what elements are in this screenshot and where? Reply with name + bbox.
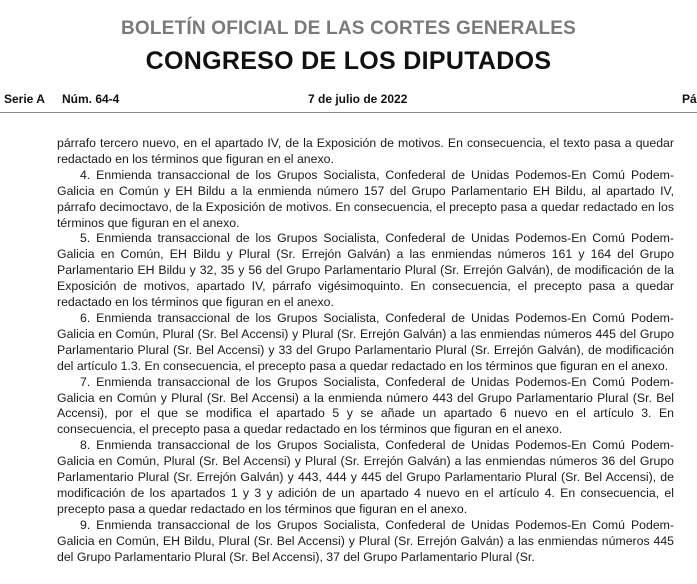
series-label: Serie A xyxy=(4,92,45,106)
issue-meta-line xyxy=(0,92,697,108)
chamber-title: CONGRESO DE LOS DIPUTADOS xyxy=(145,47,552,75)
issue-number: Núm. 64-4 xyxy=(62,92,120,106)
amendment-item-5: 5. Enmienda transaccional de los Grupos Socialista, Confederal de Unidas Podemos-En Comú Podem-Galicia en Común, EH Bildu y Plural (Sr. Errejón Galván) a las enmiendas números 161 y 164 del Grupo Parlamentario EH Bildu y 32, 35 y 56 del Grupo Parlamentario Plural (Sr. Errejón Galván), de modificación de la Exposición de motivos, apartado IV, párrafo vigésimoquinto. En consecuencia, el precepto pasa a quedar redactado en los términos que figuran en el anexo. xyxy=(57,231,674,310)
page-label: Pá xyxy=(682,92,697,106)
amendment-item-9: 9. Enmienda transaccional de los Grupos Socialista, Confederal de Unidas Podemos-En Comú Podem-Galicia en Común, EH Bildu, Plural (Sr. Bel Accensi) y Plural (Sr. Errejón Galván) a las enmiendas números 445 del Grupo Parlamentario Plural (Sr. Bel Accensi), 37 del Grupo Parlamentario Plural (Sr. xyxy=(57,517,674,564)
document-body xyxy=(57,136,674,565)
header-divider xyxy=(0,112,697,113)
amendment-item-6: 6. Enmienda transaccional de los Grupos Socialista, Confederal de Unidas Podemos-En Comú Podem-Galicia en Común, Plural (Sr. Bel Accensi) y Plural (Sr. Errejón Galván) a las enmiendas números 445 del Grupo Parlamentario Plural (Sr. Bel Accensi) y 33 del Grupo Parlamentario Plural (Sr. Errejón Galván), de modificación del artículo 1.3. En consecuencia, el precepto pasa a quedar redactado en los términos que figuran en el anexo. xyxy=(57,310,674,373)
amendment-item-8: 8. Enmienda transaccional de los Grupos Socialista, Confederal de Unidas Podemos-En Comú Podem-Galicia en Común, Plural (Sr. Bel Accensi) y Plural (Sr. Errejón Galván) a las enmiendas números 36 del Grupo Parlamentario Plural (Sr. Errejón Galván) y 443, 444 y 445 del Grupo Parlamentario Plural (Sr. Bel Accensi), de modificación de los apartados 1 y 3 y adición de un apartado 4 nuevo en el artículo 4. En consecuencia, el precepto pasa a quedar redactado en los términos que figuran en el anexo. xyxy=(57,438,674,516)
continuation-paragraph: párrafo tercero nuevo, en el apartado IV, de la Exposición de motivos. En consecuencia, el texto pasa a quedar redactado en los términos que figuran en el anexo. xyxy=(57,136,674,166)
amendment-item-7: 7. Enmienda transaccional de los Grupos Socialista, Confederal de Unidas Podemos-En Comú Podem-Galicia en Común y Plural (Sr. Bel Accensi) a la enmienda número 443 del Grupo Parlamentario Plural (Sr. Bel Accensi), por el que se modifica el apartado 5 y se añade un apartado 6 nuevo en el artículo 3. En consecuencia, el precepto pasa a quedar redactado en los términos que figuran en el anexo. xyxy=(57,374,674,437)
amendment-item-4: 4. Enmienda transaccional de los Grupos Socialista, Confederal de Unidas Podemos-En Comú Podem-Galicia en Común y EH Bildu a la enmienda número 157 del Grupo Parlamentario EH Bildu, al apartado IV, párrafo decimoctavo, de la Exposición de motivos. En consecuencia, el precepto pasa a quedar redactado en los términos que figuran en el anexo. xyxy=(57,167,674,230)
issue-date: 7 de julio de 2022 xyxy=(308,92,408,106)
bulletin-title: BOLETÍN OFICIAL DE LAS CORTES GENERALES xyxy=(120,18,577,39)
